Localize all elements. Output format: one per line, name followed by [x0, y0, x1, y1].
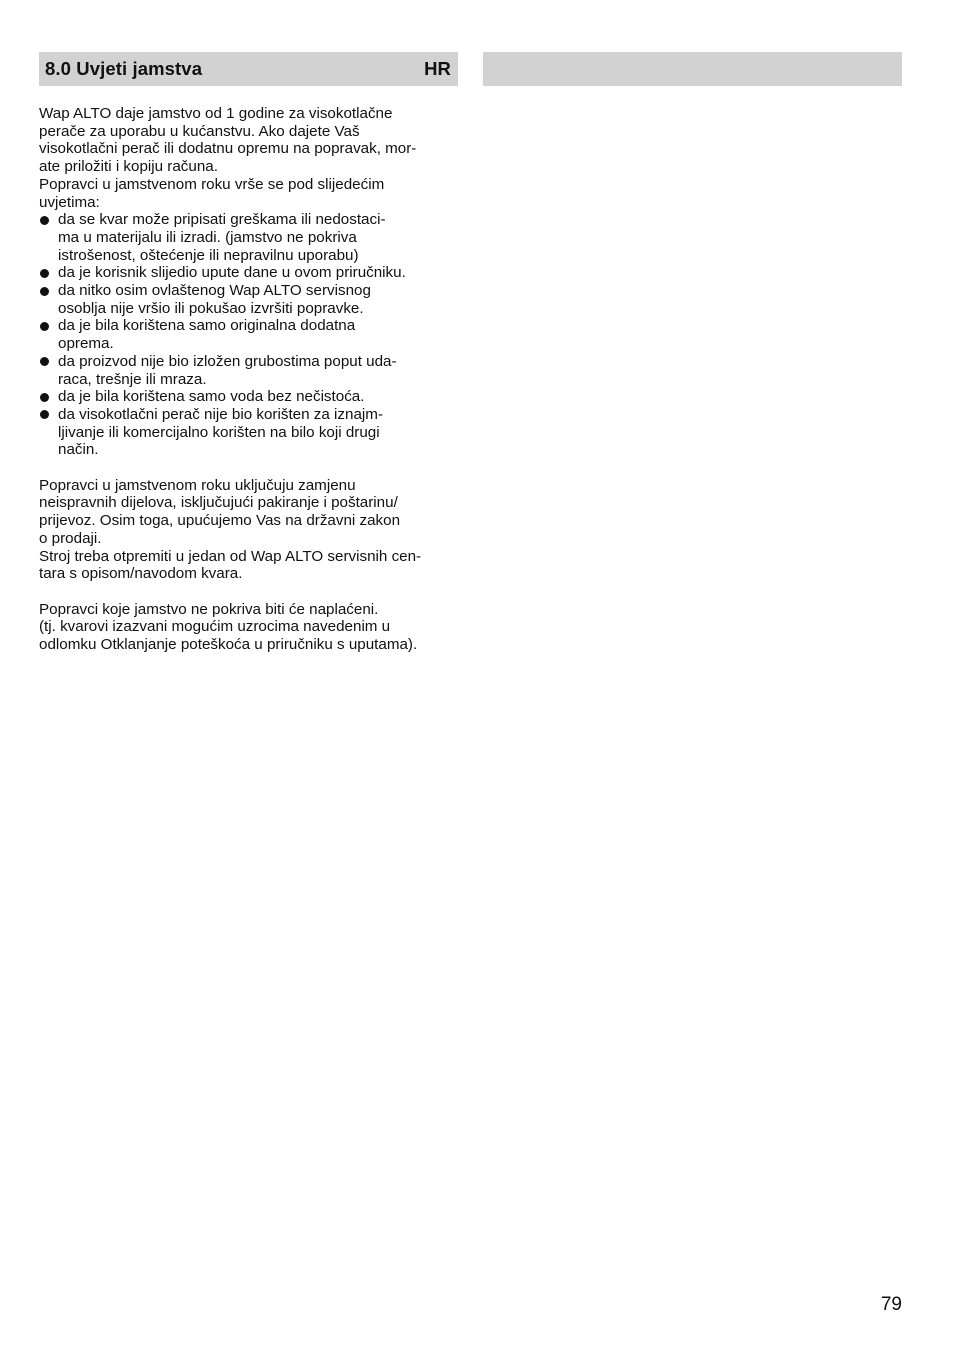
- conditions-intro: Popravci u jamstvenom roku vrše se pod slijedećim uvjetima:: [39, 175, 385, 211]
- list-item: [39, 317, 464, 352]
- list-item: [39, 353, 464, 388]
- condition-text: da je korisnik slijedio upute dane u ovom priručniku.: [58, 264, 406, 282]
- condition-text: da je bila korištena samo originalna dodatna oprema.: [58, 317, 356, 353]
- warranty-text: [39, 105, 464, 654]
- repairs-paragraph: Popravci u jamstvenom roku uključuju zamjenu neispravnih dijelova, isključujući pakiranje i poštarinu/ prijevoz. Osim toga, upućujemo Vas na državni zakon o prodaji.: [39, 476, 401, 547]
- bullet-icon: [40, 287, 49, 296]
- bullet-icon: [40, 393, 49, 402]
- condition-text: da je bila korištena samo voda bez nečistoća.: [58, 388, 365, 406]
- section-title: 8.0 Uvjeti jamstva: [45, 58, 203, 79]
- right-column-header-bar: [483, 52, 902, 86]
- bullet-icon: [40, 410, 49, 419]
- list-item: [39, 211, 464, 264]
- list-item: [39, 388, 464, 406]
- bullet-icon: [40, 216, 49, 225]
- conditions-list: [39, 211, 464, 459]
- spacer: [39, 583, 464, 601]
- bullet-icon: [40, 269, 49, 278]
- list-item: [39, 406, 464, 459]
- language-code: HR: [424, 58, 451, 79]
- condition-text: da visokotlačni perač nije bio korišten za iznajm- ljivanje ili komercijalno korišten na bilo koji drugi način.: [58, 405, 383, 459]
- page-number: 79: [880, 1294, 902, 1315]
- list-item: [39, 264, 464, 282]
- bullet-icon: [40, 357, 49, 366]
- spacer: [39, 459, 464, 477]
- condition-text: da proizvod nije bio izložen grubostima poput uda- raca, trešnje ili mraza.: [58, 352, 397, 388]
- shipping-paragraph: Stroj treba otpremiti u jedan od Wap ALTO servisnih cen- tara s opisom/navodom kvara.: [39, 547, 422, 583]
- bullet-icon: [40, 322, 49, 331]
- charged-repairs-paragraph: Popravci koje jamstvo ne pokriva biti će naplaćeni. (tj. kvarovi izazvani mogućim uzrocima navedenim u odlomku Otklanjanje poteškoća u priručniku s uputama).: [39, 600, 418, 654]
- section-header-bar: [39, 52, 458, 86]
- intro-paragraph: Wap ALTO daje jamstvo od 1 godine za visokotlačne perače za uporabu u kućanstvu. Ako dajete Vaš visokotlačni perač ili dodatnu opremu na popravak, mor- ate priložiti i kopiju računa.: [39, 105, 417, 176]
- condition-text: da nitko osim ovlaštenog Wap ALTO servisnog osoblja nije vršio ili pokušao izvršiti popravke.: [58, 282, 371, 317]
- list-item: [39, 282, 464, 317]
- condition-text: da se kvar može pripisati greškama ili nedostaci- ma u materijalu ili izradi. (jamstvo ne pokriva istrošenost, oštećenje ili nepravilnu uporabu): [58, 211, 386, 264]
